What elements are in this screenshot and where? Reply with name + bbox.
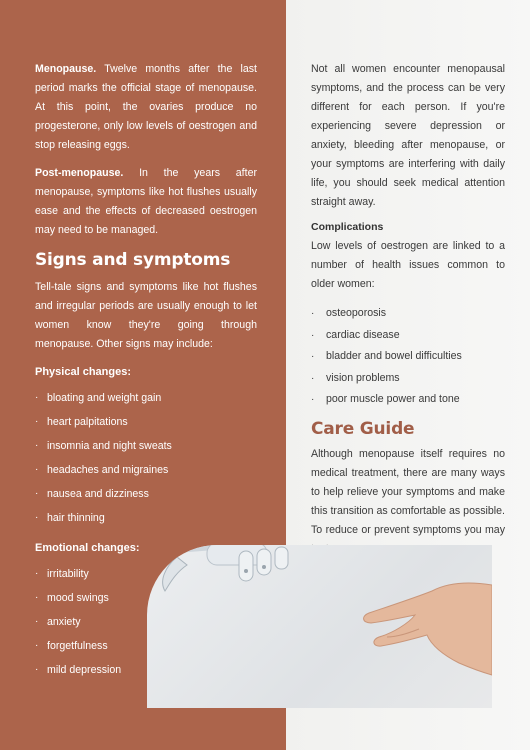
bullet-icon: · — [35, 592, 39, 603]
list-item: · irritability — [35, 562, 257, 586]
list-item: · cardiac disease — [311, 325, 505, 347]
robot-human-hands-image — [147, 545, 492, 708]
bullet-icon: · — [35, 488, 39, 499]
bullet-icon: · — [35, 512, 39, 523]
physical-changes-heading: Physical changes: — [35, 366, 131, 378]
bullet-icon: · — [35, 616, 39, 627]
list-item: · vision problems — [311, 368, 505, 390]
list-item: · nausea and dizziness — [35, 482, 257, 506]
post-menopause-paragraph — [35, 164, 257, 240]
emotional-changes-heading: Emotional changes: — [35, 542, 140, 554]
care-guide-paragraph: Although menopause itself requires no medical treatment, there are many ways to help relieve your symptoms and make this transition as comfortable as possible. To reduce or prevent symptoms you may — [311, 447, 505, 536]
robot-hand-icon — [147, 545, 288, 591]
list-item: · forgetfulness — [35, 634, 257, 658]
post-menopause-text: In the years after menopause, symptoms like hot flushes usually ease and the effects of decreased oestrogen may need to be managed. — [35, 167, 257, 236]
bullet-icon: · — [311, 372, 315, 384]
complications-list — [311, 303, 505, 411]
bullet-icon: · — [35, 568, 39, 579]
signs-heading: Signs and symptoms — [35, 250, 231, 270]
list-item: · anxiety — [35, 610, 257, 634]
bullet-icon: · — [311, 394, 315, 405]
list-item: · osteoporosis — [311, 303, 505, 325]
complications-heading: Complications — [311, 221, 384, 233]
list-item: · insomnia and night sweats — [35, 434, 257, 458]
list-item: · poor muscle power and tone — [311, 389, 505, 411]
bullet-icon: · — [35, 392, 39, 403]
bullet-icon: · — [311, 329, 315, 341]
list-item: · heart palpitations — [35, 410, 257, 434]
bullet-icon: · — [35, 664, 39, 675]
menopause-text: Twelve months after the last period marks the official stage of menopause. At this point, the ovaries produce no progesterone, only low levels of oestrogen and stop releasing eggs. — [35, 63, 257, 151]
bullet-icon: · — [35, 440, 39, 451]
signs-paragraph: Tell-tale signs and symptoms like hot flushes and irregular periods are usually enough to let women know they're going through menopause. Other signs may include: — [35, 281, 257, 350]
human-hand-icon — [364, 583, 492, 675]
post-menopause-term: Post-menopause. — [35, 167, 124, 179]
menopause-paragraph — [35, 60, 257, 155]
bullet-icon: · — [311, 308, 315, 319]
right-column — [311, 60, 505, 568]
intro-paragraph: Not all women encounter menopausal symptoms, and the process can be very different for each person. If you're experiencing severe depression or anxiety, bleeding after menopause, or your symptoms are interfering with daily life, you should seek medical attention straight away. — [311, 63, 505, 208]
list-item: · mild depression — [35, 658, 257, 682]
care-guide-heading: Care Guide — [311, 418, 415, 439]
physical-changes-list — [35, 386, 257, 530]
complications-paragraph: Low levels of oestrogen are linked to a number of health issues common to older women: — [311, 240, 505, 290]
bullet-icon: · — [35, 640, 39, 651]
bullet-icon: · — [35, 416, 39, 427]
bullet-icon: · — [311, 351, 315, 362]
list-item: · bloating and weight gain — [35, 386, 257, 410]
list-item: · hair thinning — [35, 506, 257, 530]
list-item: · bladder and bowel difficulties — [311, 346, 505, 368]
hands-illustration — [147, 545, 492, 708]
menopause-term: Menopause. — [35, 63, 97, 75]
list-item: · headaches and migraines — [35, 458, 257, 482]
list-item: · mood swings — [35, 586, 257, 610]
bullet-icon: · — [35, 464, 39, 475]
